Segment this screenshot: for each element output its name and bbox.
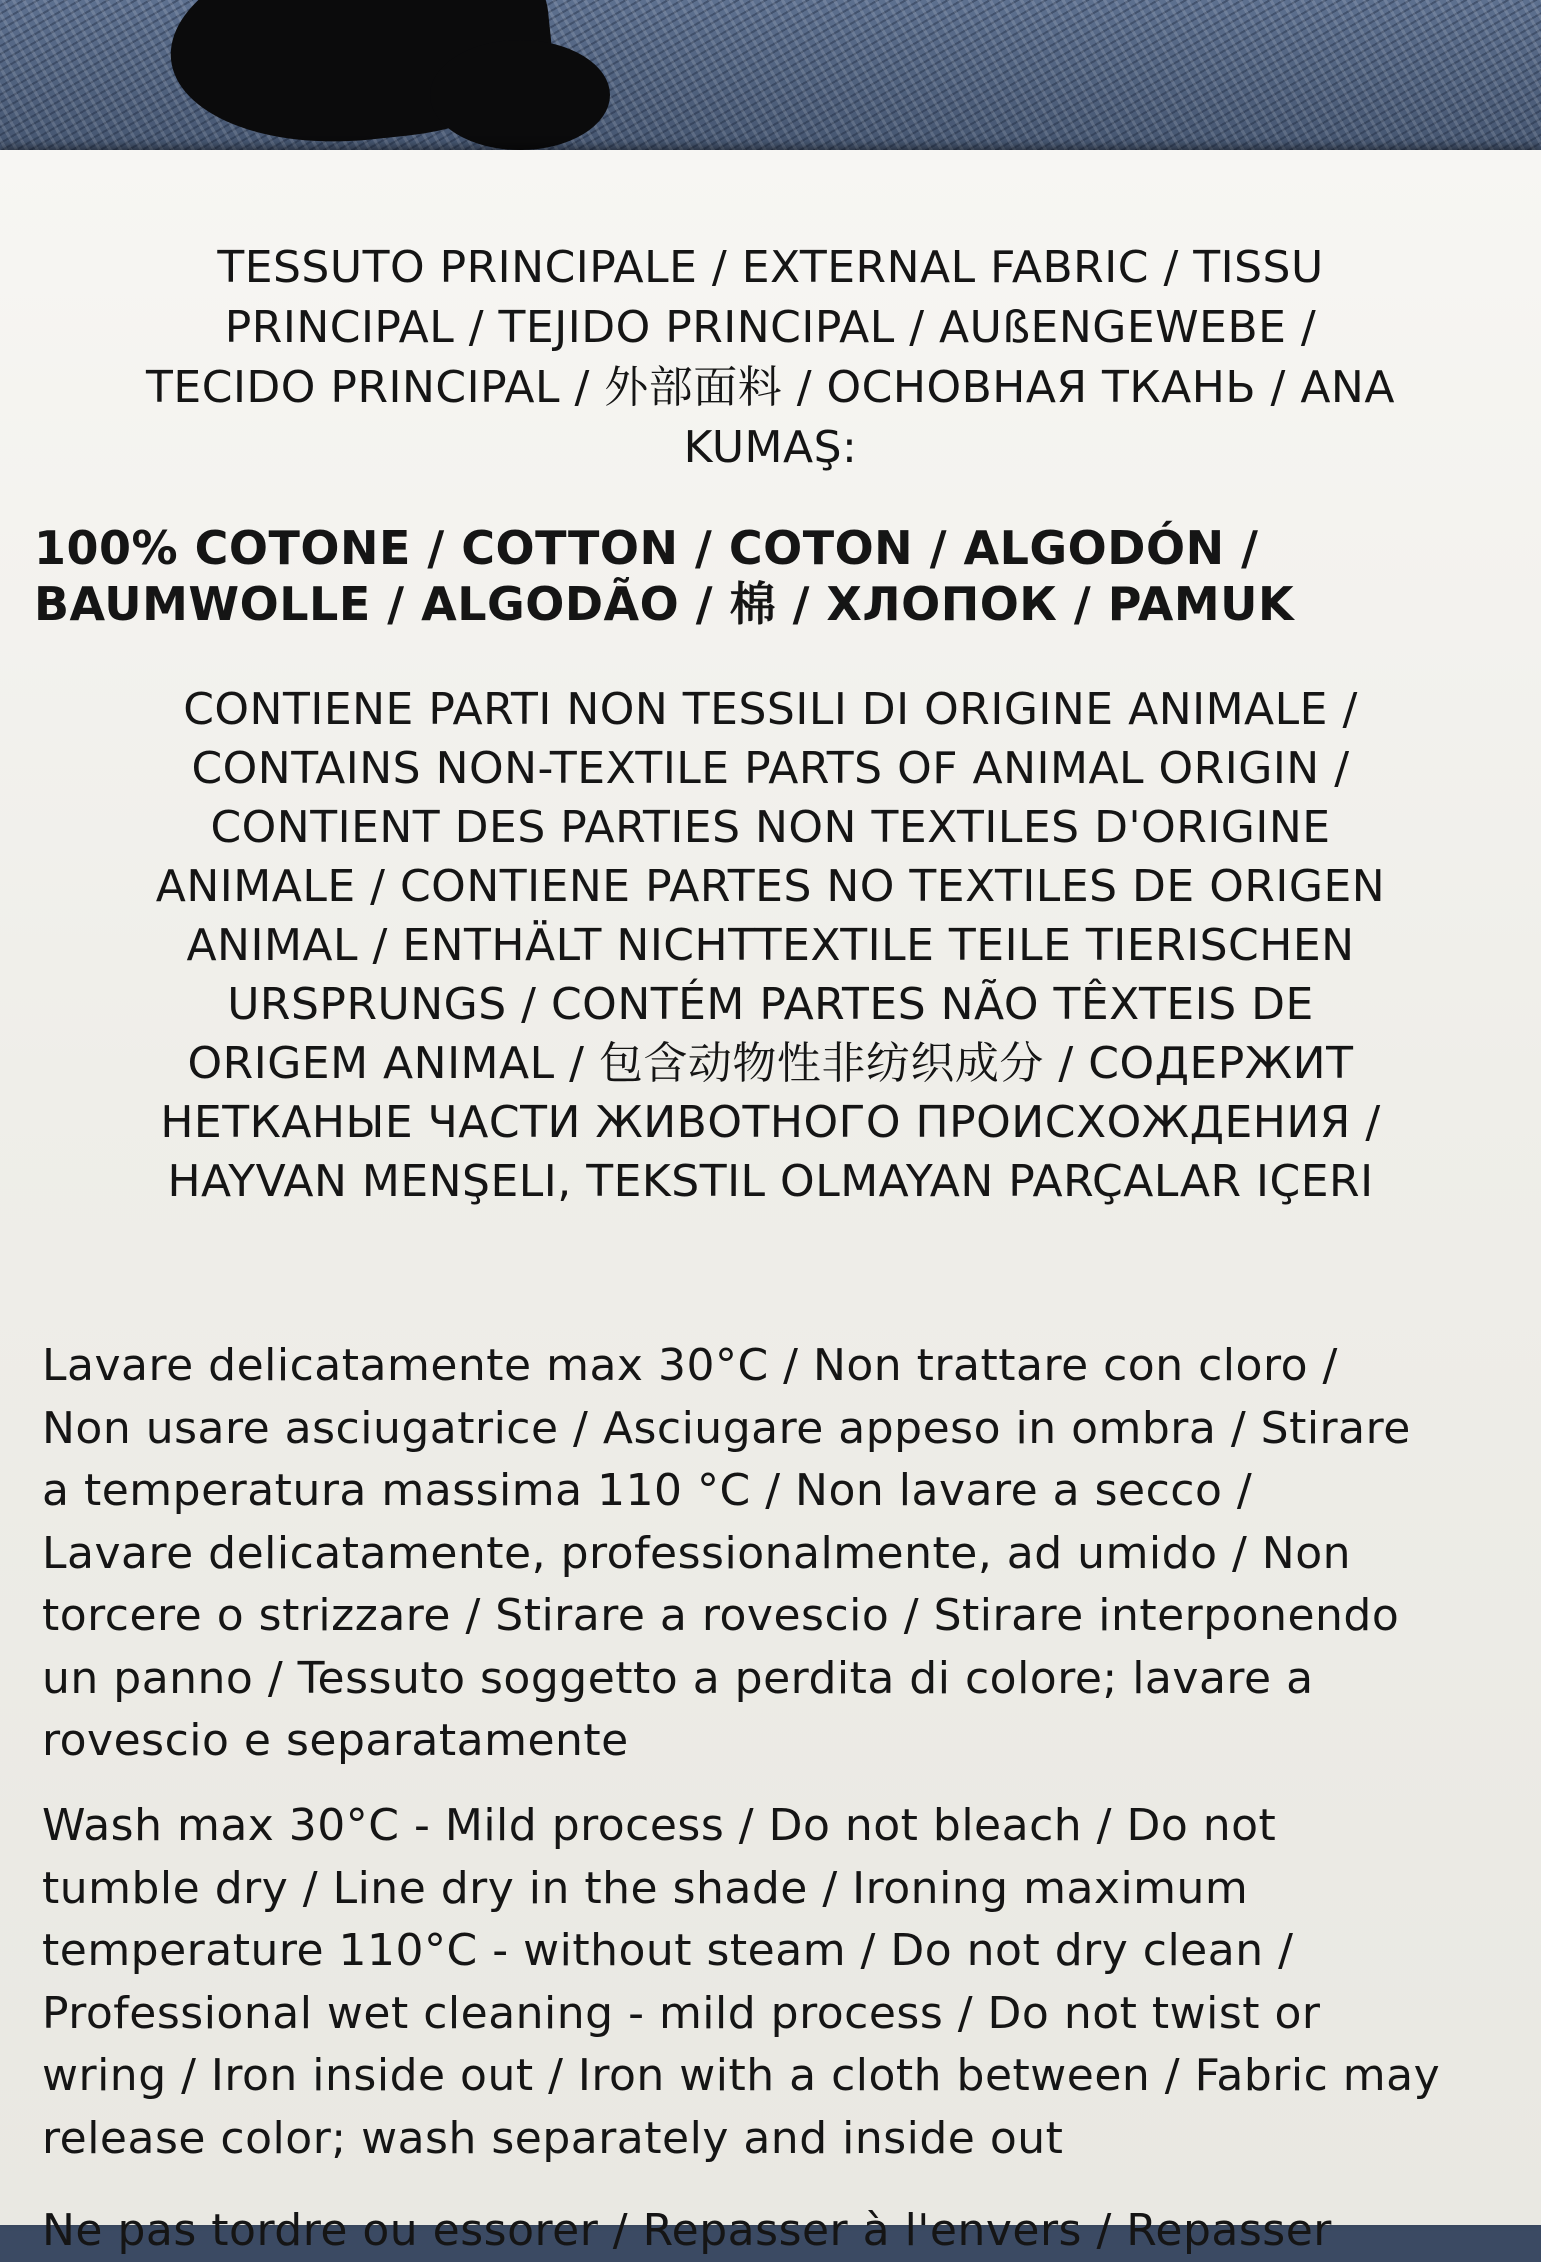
care-en-line: Professional wet cleaning - mild process / Do not twist or <box>42 1987 1321 2039</box>
care-it-line: Lavare delicatamente, professionalmente, ad umido / Non <box>42 1527 1352 1579</box>
dark-fabric-patch-small <box>430 40 610 150</box>
care-it-line: Non usare asciugatrice / Asciugare appeso in ombra / Stirare <box>42 1402 1411 1454</box>
animal-notice-line: CONTIENE PARTI NON TESSILI DI ORIGINE ANIMALE / <box>183 684 1358 735</box>
fabric-heading-line: TECIDO PRINCIPAL / 外部面料 / ОСНОВНАЯ ТКАНЬ / ANA <box>146 362 1395 413</box>
fabric-heading-line: KUMAŞ: <box>683 422 858 473</box>
animal-notice-line: URSPRUNGS / CONTÉM PARTES NÃO TÊXTEIS DE <box>227 979 1314 1030</box>
fabric-heading-line: TESSUTO PRINCIPALE / EXTERNAL FABRIC / TISSU <box>217 242 1324 293</box>
animal-origin-notice <box>0 680 1541 1211</box>
care-en-line: release color; wash separately and inside out <box>42 2112 1064 2164</box>
care-label <box>0 150 1541 2256</box>
animal-notice-line: НЕТКАНЫЕ ЧАСТИ ЖИВОТНОГО ПРОИСХОЖДЕНИЯ / <box>160 1097 1381 1148</box>
care-it-line: a temperatura massima 110 °C / Non lavare a secco / <box>42 1465 1253 1516</box>
composition-line: BAUMWOLLE / ALGODÃO / 棉 / ХЛОПОК / PAMUK <box>34 577 1295 631</box>
care-it-line: rovescio e separatamente <box>42 1715 629 1766</box>
fabric-heading <box>0 238 1541 478</box>
animal-notice-line: ANIMAL / ENTHÄLT NICHTTEXTILE TEILE TIERISCHEN <box>186 920 1355 971</box>
care-en-line: temperature 110°C - without steam / Do not dry clean / <box>42 1925 1294 1976</box>
animal-notice-line: HAYVAN MENŞELI, TEKSTIL OLMAYAN PARÇALAR IÇERI <box>167 1156 1374 1207</box>
animal-notice-line: ORIGEM ANIMAL / 包含动物性非纺织成分 / СОДЕРЖИТ <box>187 1038 1354 1089</box>
care-en-line: tumble dry / Line dry in the shade / Ironing maximum <box>42 1862 1249 1914</box>
care-en-line: wring / Iron inside out / Iron with a cloth between / Fabric may <box>42 2050 1441 2101</box>
animal-notice-line: ANIMALE / CONTIENE PARTES NO TEXTILES DE ORIGEN <box>155 861 1386 912</box>
composition-line: 100% COTONE / COTTON / COTON / ALGODÓN / <box>34 521 1259 575</box>
composition <box>34 520 1294 632</box>
animal-notice-line: CONTAINS NON-TEXTILE PARTS OF ANIMAL ORIGIN / <box>191 743 1350 794</box>
fabric-heading-line: PRINCIPAL / TEJIDO PRINCIPAL / AUßENGEWEBE / <box>224 302 1317 353</box>
care-fr-line: Ne pas tordre ou essorer / Repasser à l'envers / Repasser <box>42 2205 1332 2256</box>
care-it-line: un panno / Tessuto soggetto a perdita di colore; lavare a <box>42 1652 1314 1704</box>
care-instructions-italian <box>42 1335 1411 1773</box>
care-instructions-english <box>42 1795 1440 2170</box>
care-it-line: torcere o strizzare / Stirare a rovescio / Stirare interponendo <box>42 1590 1400 1641</box>
care-instructions-french <box>42 2200 1332 2262</box>
animal-notice-line: CONTIENT DES PARTIES NON TEXTILES D'ORIGINE <box>210 802 1331 853</box>
care-en-line: Wash max 30°C - Mild process / Do not bleach / Do not <box>42 1800 1277 1851</box>
care-it-line: Lavare delicatamente max 30°C / Non trattare con cloro / <box>42 1340 1338 1391</box>
